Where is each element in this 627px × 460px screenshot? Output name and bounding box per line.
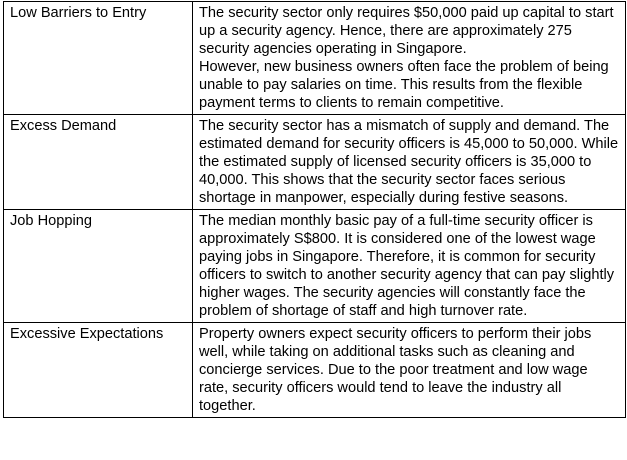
table-row bbox=[4, 323, 626, 418]
factor-cell bbox=[4, 115, 193, 210]
factor-label: Job Hopping bbox=[10, 213, 92, 229]
description-cell bbox=[193, 2, 626, 115]
factor-label: Excessive Expectations bbox=[10, 326, 164, 342]
description-paragraph: The median monthly basic pay of a full-time security officer is approximately S$800. It is considered one of the lowest wage paying jobs in Singapore. Therefore, it is common for security officers to switch to another security agency that can pay slightly higher wages. The security agencies will constantly face the problem of shortage of staff and high turnover rate. bbox=[199, 213, 615, 319]
description-cell bbox=[193, 210, 626, 323]
description-paragraph: Property owners expect security officers to perform their jobs well, while taking on additional tasks such as cleaning and concierge services. Due to the poor treatment and low wage rate, security officers would tend to leave the industry all together. bbox=[199, 326, 592, 414]
factor-cell bbox=[4, 323, 193, 418]
description-paragraph: The security sector only requires $50,000 paid up capital to start up a security agency. Hence, there are approximately 275 security agencies operating in Singapore. bbox=[199, 5, 614, 57]
factor-label: Low Barriers to Entry bbox=[10, 5, 147, 21]
table-row bbox=[4, 2, 626, 115]
description-cell bbox=[193, 115, 626, 210]
table-row bbox=[4, 210, 626, 323]
description-cell bbox=[193, 323, 626, 418]
factor-label: Excess Demand bbox=[10, 118, 117, 134]
description-paragraph: However, new business owners often face the problem of being unable to pay salaries on time. This results from the flexible payment terms to clients to remain competitive. bbox=[199, 59, 609, 111]
issues-table bbox=[3, 1, 626, 418]
factor-cell bbox=[4, 210, 193, 323]
factor-cell bbox=[4, 2, 193, 115]
table-row bbox=[4, 115, 626, 210]
description-paragraph: The security sector has a mismatch of supply and demand. The estimated demand for security officers is 45,000 to 50,000. While the estimated supply of licensed security officers is 35,000 to 40,000. This shows that the security sector faces serious shortage in manpower, especially during festive seasons. bbox=[199, 118, 619, 206]
